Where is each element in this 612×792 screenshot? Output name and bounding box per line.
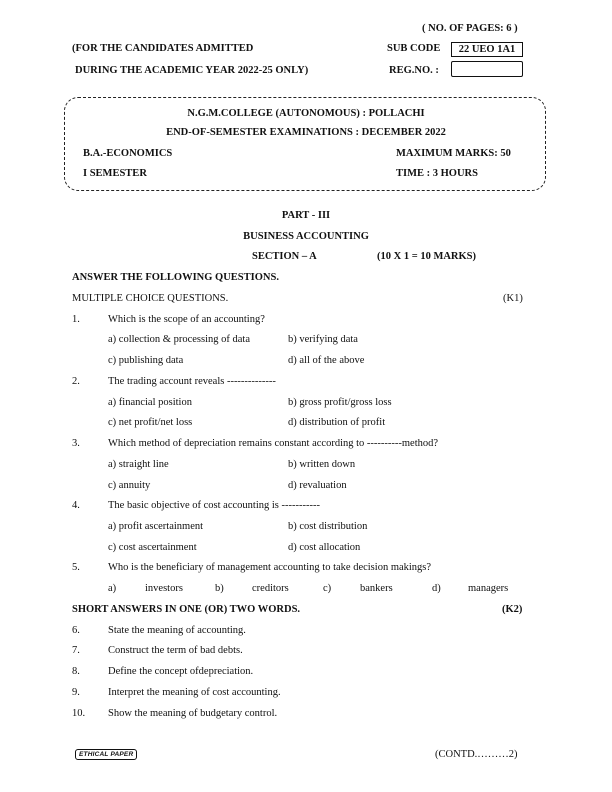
course-name: B.A.-ECONOMICS: [83, 148, 173, 159]
max-marks: MAXIMUM MARKS: 50: [396, 148, 511, 159]
question-number: 2.: [72, 376, 80, 387]
option-a: a) financial position: [108, 397, 192, 408]
option-a: a) profit ascertainment: [108, 521, 204, 532]
option-c: bankers: [360, 583, 393, 594]
mcq-level: (K1): [503, 293, 523, 304]
question-number: 10.: [72, 708, 86, 719]
exam-time: TIME : 3 HOURS: [396, 168, 478, 179]
page-count: ( NO. OF PAGES: 6 ): [422, 23, 518, 34]
question-text: Who is the beneficiary of management accounting to take decision makings?: [108, 562, 432, 573]
question-text: Show the meaning of budgetary control.: [108, 708, 278, 719]
continued-note: (CONTD.………2): [435, 749, 518, 760]
option-d-letter: d): [432, 583, 441, 594]
question-number: 5.: [72, 562, 80, 573]
option-b-letter: b): [215, 583, 224, 594]
option-b: b) written down: [288, 459, 356, 470]
instruction: ANSWER THE FOLLOWING QUESTIONS.: [72, 272, 279, 283]
question-text: Construct the term of bad debts.: [108, 645, 243, 656]
option-a: a) collection & processing of data: [108, 334, 250, 345]
mcq-heading: MULTIPLE CHOICE QUESTIONS.: [72, 293, 229, 304]
option-d: managers: [468, 583, 509, 594]
question-text: The trading account reveals --------------: [108, 376, 276, 387]
option-d: d) all of the above: [288, 355, 365, 366]
subject-title: BUSINESS ACCOUNTING: [243, 231, 369, 242]
question-number: 3.: [72, 438, 80, 449]
question-text: State the meaning of accounting.: [108, 625, 246, 636]
question-number: 4.: [72, 500, 80, 511]
reg-no-field[interactable]: [451, 61, 523, 77]
question-number: 8.: [72, 666, 80, 677]
sub-code-label: SUB CODE: [387, 43, 441, 54]
short-answer-heading: SHORT ANSWERS IN ONE (OR) TWO WORDS.: [72, 604, 301, 615]
ethical-paper-badge: [75, 749, 137, 760]
question-number: 9.: [72, 687, 80, 698]
question-text: Which method of depreciation remains constant according to ----------method?: [108, 438, 439, 449]
short-answer-level: (K2): [502, 604, 523, 615]
candidates-line-1: (FOR THE CANDIDATES ADMITTED: [72, 43, 254, 54]
option-b: b) gross profit/gross loss: [288, 397, 392, 408]
option-a: a) straight line: [108, 459, 169, 470]
option-c: c) net profit/net loss: [108, 417, 193, 428]
part-title: PART - III: [281, 210, 331, 221]
option-b: b) verifying data: [288, 334, 358, 345]
section-marks: (10 X 1 = 10 MARKS): [377, 251, 477, 262]
option-c: c) publishing data: [108, 355, 184, 366]
question-text: Define the concept ofdepreciation.: [108, 666, 254, 677]
ethical-paper-label: ETHICAL PAPER: [79, 751, 134, 758]
option-a: investors: [145, 583, 183, 594]
option-c: c) cost ascertainment: [108, 542, 197, 553]
semester: I SEMESTER: [83, 168, 147, 179]
option-b: creditors: [252, 583, 289, 594]
sub-code-box: [451, 42, 523, 57]
question-number: 6.: [72, 625, 80, 636]
question-text: Which is the scope of an accounting?: [108, 314, 265, 325]
option-c: c) annuity: [108, 480, 151, 491]
option-c-letter: c): [323, 583, 332, 594]
question-text: The basic objective of cost accounting is -----------: [108, 500, 320, 511]
question-number: 1.: [72, 314, 80, 325]
sub-code-value: 22 UEO 1A1: [458, 44, 516, 55]
exam-title: END-OF-SEMESTER EXAMINATIONS : DECEMBER 2022: [166, 127, 446, 138]
option-a-letter: a): [108, 583, 117, 594]
reg-no-label: REG.NO. :: [389, 65, 439, 76]
question-number: 7.: [72, 645, 80, 656]
question-text: Interpret the meaning of cost accounting.: [108, 687, 281, 698]
section-title: SECTION – A: [252, 251, 317, 262]
option-d: d) revaluation: [288, 480, 347, 491]
candidates-line-2: DURING THE ACADEMIC YEAR 2022-25 ONLY): [75, 65, 309, 76]
option-d: d) distribution of profit: [288, 417, 386, 428]
option-d: d) cost allocation: [288, 542, 361, 553]
college-name: N.G.M.COLLEGE (AUTONOMOUS) : POLLACHI: [187, 108, 425, 119]
option-b: b) cost distribution: [288, 521, 368, 532]
